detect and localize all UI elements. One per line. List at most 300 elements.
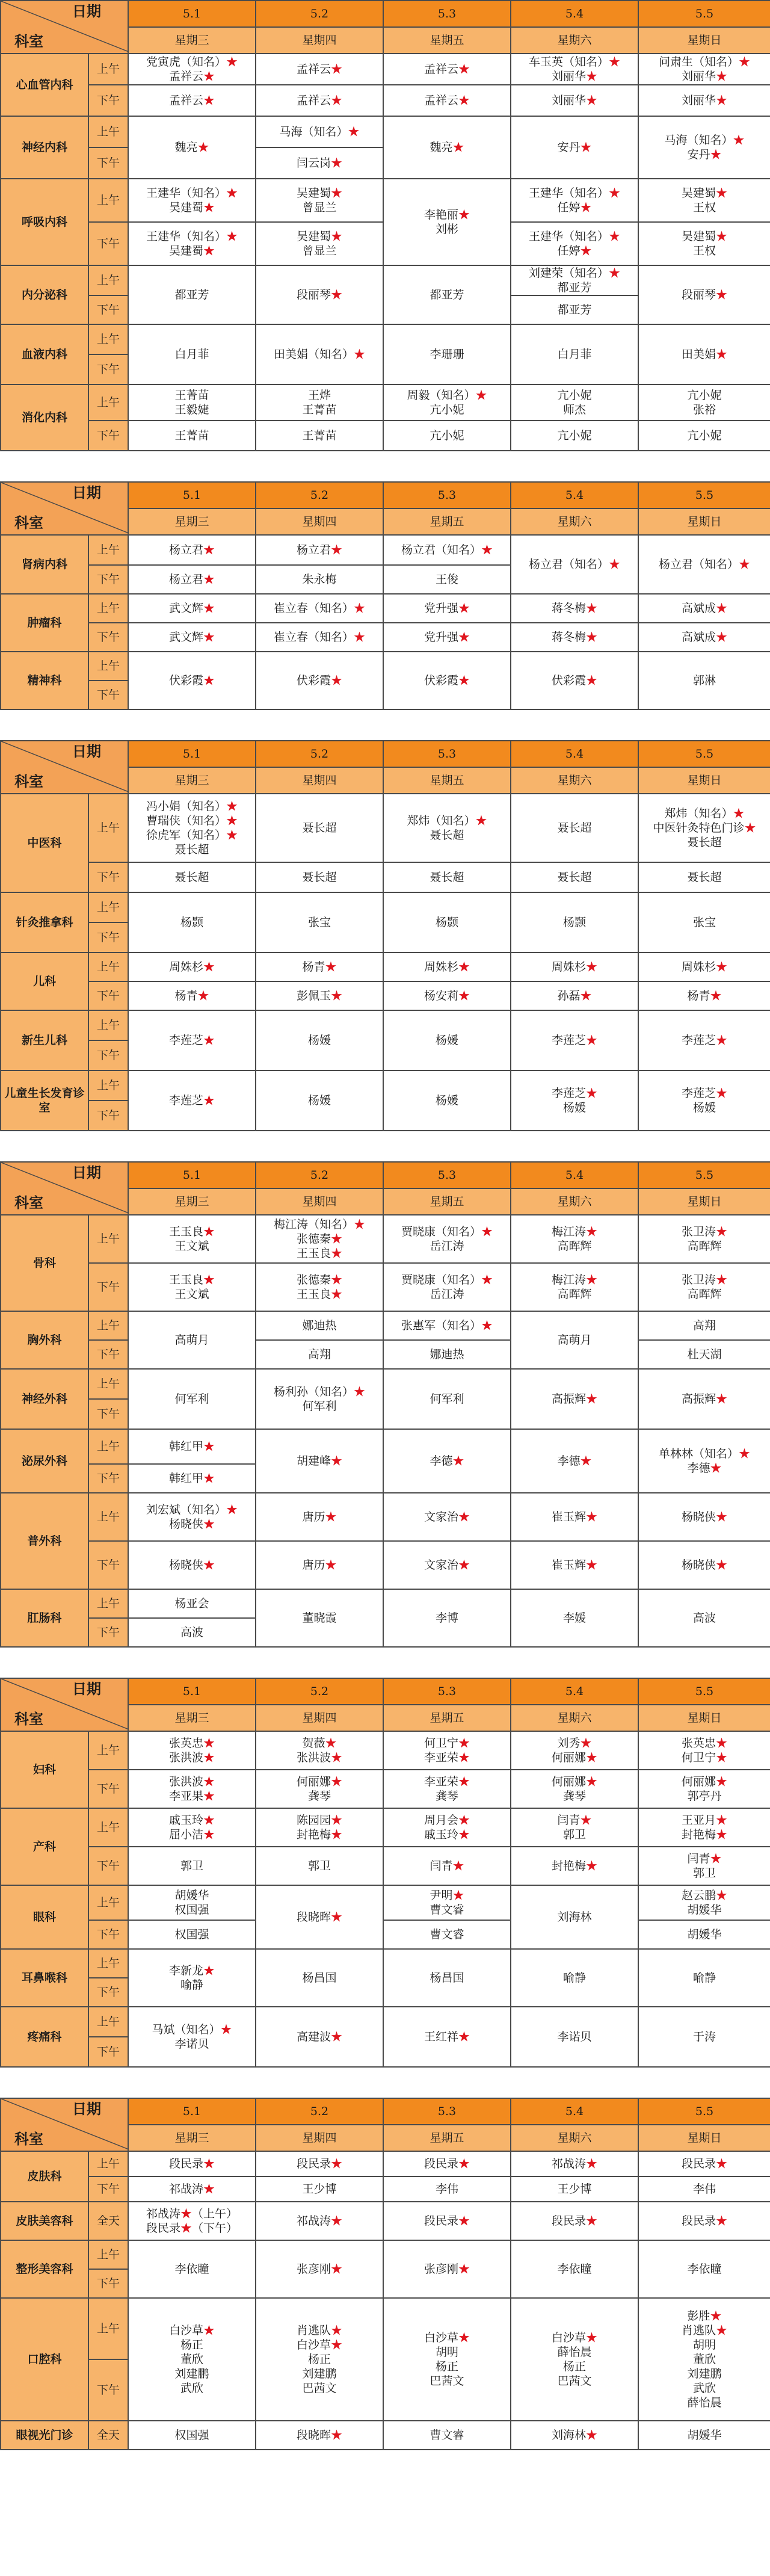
star-icon: ★ [452, 141, 464, 154]
session-cell: 下午 [88, 1464, 128, 1493]
session-cell: 上午 [88, 265, 128, 295]
doctor-name: 李媛 [562, 1611, 586, 1625]
doctor-name: 都亚芳 [430, 288, 464, 301]
doctor-cell [383, 2421, 511, 2450]
doctor-line [256, 125, 383, 139]
doctor-line [129, 960, 255, 974]
doctor-cell [383, 1263, 511, 1311]
doctor-name: 戚玉玲 [424, 1828, 458, 1841]
doctor-cell [383, 1070, 511, 1131]
doctor-line [511, 1239, 638, 1253]
star-icon: ★ [710, 1462, 722, 1475]
doctor-line [384, 1033, 510, 1048]
doctor-line [256, 186, 383, 200]
schedule-row [1, 1429, 770, 1464]
doctor-cell [511, 2202, 638, 2240]
doctor-line [511, 1910, 638, 1924]
doctor-line [256, 673, 383, 688]
session-cell: 上午 [88, 1589, 128, 1618]
star-icon: ★ [203, 631, 215, 644]
doctor-cell [638, 1541, 770, 1589]
header-date-label: 日期 [72, 484, 101, 501]
doctor-line [511, 1750, 638, 1765]
doctor-line [511, 93, 638, 108]
department-cell: 皮肤美容科 [1, 2202, 88, 2240]
doctor-cell [256, 1340, 383, 1369]
doctor-name: 巴茜文 [302, 2382, 337, 2395]
doctor-name: 董欣 [180, 2353, 203, 2366]
department-cell: 眼科 [1, 1885, 88, 1949]
doctor-name: 喻静 [562, 1971, 586, 1985]
doctor-name: 郑炜（知名） [664, 807, 733, 820]
star-icon: ★ [580, 244, 592, 258]
doctor-name: 孟祥云 [424, 63, 458, 76]
doctor-name: 高晖辉 [557, 1288, 592, 1301]
doctor-line [256, 2214, 383, 2228]
department-cell: 肛肠科 [1, 1589, 88, 1647]
doctor-cell [256, 222, 383, 265]
doctor-line [511, 1273, 638, 1287]
session-cell: 下午 [88, 1847, 128, 1885]
star-icon: ★ [586, 1273, 598, 1286]
doctor-cell [128, 1618, 256, 1647]
doctor-line [639, 989, 770, 1003]
star-icon: ★ [458, 2030, 470, 2043]
doctor-name: 吴建蜀 [168, 244, 203, 258]
doctor-name: 肖逃队 [681, 2324, 716, 2337]
doctor-name: 聂长超 [302, 871, 337, 884]
doctor-name: 杨晓侠 [681, 1510, 716, 1524]
doctor-cell [128, 1541, 256, 1589]
doctor-cell [256, 1263, 383, 1311]
doctor-cell [128, 1589, 256, 1618]
doctor-name: 刘海林 [557, 1910, 592, 1924]
date-cell: 5.5 [638, 1162, 770, 1188]
doctor-line [129, 1471, 255, 1486]
doctor-line [129, 1558, 255, 1572]
doctor-name: 梅江涛 [551, 1225, 586, 1238]
star-icon: ★ [354, 348, 366, 361]
date-cell: 5.3 [383, 741, 511, 767]
doctor-line [129, 1736, 255, 1750]
header-dept-label: 科室 [14, 1710, 43, 1728]
doctor-name: 段民录 [296, 2157, 331, 2170]
star-icon: ★ [354, 631, 366, 644]
star-icon: ★ [716, 960, 728, 974]
department-cell: 泌尿外科 [1, 1429, 88, 1493]
doctor-line [129, 186, 255, 200]
doctor-line [639, 1852, 770, 1866]
doctor-name: 胡媛华 [174, 1889, 209, 1902]
doctor-name: 伏彩霞 [551, 674, 586, 687]
star-icon: ★ [481, 1273, 493, 1286]
star-icon: ★ [203, 1225, 215, 1238]
schedule-row [1, 179, 770, 222]
doctor-name: 杨立君 [296, 543, 331, 557]
star-icon: ★ [331, 94, 343, 107]
doctor-line [384, 960, 510, 974]
header-corner [1, 482, 128, 535]
doctor-line [256, 1827, 383, 1842]
doctor-name: 杨晓侠 [681, 1558, 716, 1572]
doctor-line [256, 630, 383, 644]
doctor-cell [638, 1589, 770, 1647]
department-cell: 心血管内科 [1, 54, 88, 116]
schedule-section [0, 0, 770, 481]
doctor-line [384, 630, 510, 644]
header-dept-label: 科室 [14, 1194, 43, 1211]
doctor-cell [511, 324, 638, 385]
session-cell: 上午 [88, 2151, 128, 2176]
doctor-cell [256, 1949, 383, 2007]
doctor-cell [256, 2202, 383, 2240]
schedule-row [1, 324, 770, 354]
doctor-line [256, 1813, 383, 1827]
weekday-cell: 星期日 [638, 1188, 770, 1215]
session-cell: 下午 [88, 222, 128, 265]
doctor-name: 封艳梅 [296, 1828, 331, 1841]
doctor-line [639, 1101, 770, 1115]
date-cell: 5.4 [511, 1, 638, 27]
doctor-name: 王玉良 [296, 1288, 331, 1301]
schedule-row [1, 2007, 770, 2037]
doctor-cell [128, 652, 256, 709]
doctor-name: 张洪波 [296, 1751, 331, 1764]
doctor-name: 杨媛 [562, 1101, 586, 1114]
doctor-line [256, 1510, 383, 1524]
doctor-cell [128, 385, 256, 421]
doctor-cell [638, 2240, 770, 2298]
schedule-row [1, 1070, 770, 1101]
doctor-cell [511, 116, 638, 179]
doctor-name: 伏彩霞 [168, 674, 203, 687]
star-icon: ★ [226, 230, 238, 243]
header-date-row [1, 1, 770, 27]
doctor-line [384, 2428, 510, 2442]
department-cell: 整形美容科 [1, 2240, 88, 2298]
doctor-line [129, 2367, 255, 2381]
doctor-line [384, 428, 510, 443]
doctor-name: 李亚果 [168, 1790, 203, 1803]
doctor-name: 孟祥云 [168, 70, 203, 83]
doctor-cell [256, 147, 383, 179]
doctor-cell [511, 85, 638, 116]
doctor-name: 贾晓康（知名） [401, 1225, 481, 1238]
star-icon: ★ [586, 1392, 598, 1406]
doctor-line [256, 1611, 383, 1625]
header-dept-label: 科室 [14, 773, 43, 790]
doctor-cell [128, 2421, 256, 2450]
doctor-name: 杨晓侠 [168, 1518, 203, 1531]
doctor-cell [638, 54, 770, 85]
doctor-line [256, 2338, 383, 2352]
doctor-name: 闫青 [430, 1859, 453, 1873]
date-cell: 5.1 [128, 482, 256, 508]
star-icon: ★ [586, 1034, 598, 1047]
session-cell: 上午 [88, 1808, 128, 1847]
weekday-cell: 星期四 [256, 1188, 383, 1215]
star-icon: ★ [586, 631, 598, 644]
doctor-name: 龚琴 [435, 1790, 458, 1803]
doctor-name: 张裕 [692, 403, 716, 416]
doctor-name: 杨媛 [435, 1094, 458, 1107]
doctor-line [639, 915, 770, 930]
doctor-name: 高振辉 [681, 1392, 716, 1406]
doctor-line [129, 403, 255, 417]
doctor-cell [511, 421, 638, 451]
doctor-cell [638, 892, 770, 953]
star-icon: ★ [331, 2324, 343, 2337]
doctor-line [639, 2352, 770, 2367]
doctor-cell [511, 295, 638, 324]
doctor-name: 李莲芝 [551, 1087, 586, 1100]
doctor-cell [256, 623, 383, 652]
session-note: （上午） [192, 2207, 238, 2220]
doctor-line [256, 1910, 383, 1924]
doctor-name: 张宝 [692, 916, 716, 929]
doctor-line [384, 2262, 510, 2276]
date-cell: 5.4 [511, 741, 638, 767]
star-icon: ★ [226, 1503, 238, 1516]
doctor-line [129, 1333, 255, 1347]
doctor-line [129, 2323, 255, 2338]
doctor-name: 曹文睿 [430, 1928, 464, 1941]
doctor-cell [256, 179, 383, 222]
header-corner [1, 1162, 128, 1215]
doctor-cell [511, 862, 638, 892]
star-icon: ★ [716, 631, 728, 644]
doctor-cell [638, 1215, 770, 1263]
doctor-line [129, 2428, 255, 2442]
header-corner [1, 1, 128, 54]
schedule-row [1, 1263, 770, 1311]
doctor-cell [256, 1885, 383, 1949]
star-icon: ★ [716, 348, 728, 361]
doctor-name: 王文斌 [174, 1240, 209, 1253]
doctor-line [256, 1736, 383, 1750]
doctor-line [511, 1225, 638, 1239]
weekday-cell: 星期六 [511, 508, 638, 535]
doctor-line [639, 1611, 770, 1625]
session-cell: 上午 [88, 116, 128, 147]
schedule-row [1, 1369, 770, 1399]
doctor-line [129, 842, 255, 857]
date-cell: 5.3 [383, 2098, 511, 2125]
doctor-cell [256, 1010, 383, 1070]
doctor-line [384, 403, 510, 417]
doctor-name: 权国强 [174, 1928, 209, 1941]
doctor-line [384, 543, 510, 557]
doctor-line [639, 1447, 770, 1461]
doctor-line [384, 1287, 510, 1302]
star-icon: ★ [458, 208, 470, 221]
doctor-cell [638, 981, 770, 1010]
doctor-line [639, 1318, 770, 1333]
doctor-name: 杨立君（知名） [401, 543, 481, 557]
doctor-line [384, 1510, 510, 1524]
doctor-line [129, 93, 255, 108]
doctor-cell [638, 1770, 770, 1808]
doctor-name: 于涛 [692, 2030, 716, 2043]
doctor-cell [256, 652, 383, 709]
doctor-cell [383, 862, 511, 892]
doctor-name: 武欣 [692, 2382, 716, 2395]
department-cell: 神经内科 [1, 116, 88, 179]
doctor-name: 刘丽华 [681, 70, 716, 83]
doctor-cell [638, 535, 770, 594]
star-icon: ★ [203, 1828, 215, 1841]
doctor-line [129, 2338, 255, 2352]
star-icon: ★ [325, 960, 337, 974]
doctor-line [511, 960, 638, 974]
schedule-row [1, 1949, 770, 1978]
doctor-cell [383, 623, 511, 652]
date-cell: 5.2 [256, 741, 383, 767]
doctor-name: 党升强 [424, 631, 458, 644]
doctor-cell [128, 1010, 256, 1070]
doctor-line [384, 1558, 510, 1572]
doctor-name: 权国强 [174, 1903, 209, 1917]
weekday-cell: 星期六 [511, 27, 638, 54]
doctor-line [129, 1287, 255, 1302]
doctor-name: 屈小洁 [168, 1828, 203, 1841]
star-icon: ★ [716, 1828, 728, 1841]
doctor-cell [256, 1770, 383, 1808]
doctor-line [639, 2030, 770, 2044]
star-icon: ★ [716, 230, 728, 243]
doctor-cell [383, 565, 511, 594]
doctor-name: 彭佩玉 [296, 989, 331, 1002]
doctor-name: 段民录 [681, 2214, 716, 2228]
weekday-cell: 星期日 [638, 767, 770, 794]
session-cell: 下午 [88, 1340, 128, 1369]
doctor-line [129, 229, 255, 244]
star-icon: ★ [331, 1910, 343, 1924]
doctor-cell [638, 1493, 770, 1541]
doctor-cell [256, 981, 383, 1010]
doctor-cell [383, 1215, 511, 1263]
doctor-name: 王玉良 [168, 1225, 203, 1238]
date-cell: 5.4 [511, 1162, 638, 1188]
doctor-cell [511, 222, 638, 265]
doctor-name: 闫青 [557, 1814, 581, 1827]
star-icon: ★ [203, 2157, 215, 2170]
header-date-row [1, 2098, 770, 2125]
star-icon: ★ [580, 989, 592, 1002]
schedule-row [1, 1541, 770, 1589]
doctor-line [384, 1813, 510, 1827]
doctor-name: 贺薇 [302, 1737, 325, 1750]
doctor-cell [128, 324, 256, 385]
doctor-name: 祁战涛 [168, 2182, 203, 2196]
doctor-cell [256, 1429, 383, 1493]
doctor-cell [511, 981, 638, 1010]
doctor-line [511, 1510, 638, 1524]
doctor-line [129, 915, 255, 930]
doctor-line [639, 1750, 770, 1765]
doctor-name: 崔立春（知名） [273, 631, 354, 644]
doctor-name: 杨亚会 [174, 1597, 209, 1610]
date-cell: 5.2 [256, 2098, 383, 2125]
doctor-name: 梅江涛 [551, 1273, 586, 1286]
doctor-name: 刘建荣（知名） [528, 267, 609, 280]
star-icon: ★ [203, 1472, 215, 1485]
star-icon: ★ [458, 1510, 470, 1524]
doctor-cell [256, 1847, 383, 1885]
doctor-line [511, 821, 638, 835]
date-cell: 5.3 [383, 1, 511, 27]
doctor-name: 朱永梅 [302, 573, 337, 586]
doctor-cell [383, 1311, 511, 1340]
star-icon: ★ [609, 230, 621, 243]
star-icon: ★ [586, 960, 598, 974]
star-icon: ★ [458, 989, 470, 1002]
star-icon: ★ [203, 602, 215, 615]
doctor-name: 车玉英（知名） [528, 55, 609, 69]
doctor-cell [638, 1369, 770, 1429]
doctor-name: 郭卫 [692, 1867, 716, 1880]
star-icon: ★ [331, 1454, 343, 1468]
doctor-line [639, 821, 770, 835]
doctor-name: 杨正 [562, 2360, 586, 2373]
doctor-name: 贾晓康（知名） [401, 1273, 481, 1286]
doctor-line [511, 2428, 638, 2442]
doctor-name: 张英忠 [681, 1737, 716, 1750]
session-cell: 下午 [88, 1920, 128, 1949]
star-icon: ★ [331, 187, 343, 200]
session-cell: 上午 [88, 1731, 128, 1770]
doctor-line [639, 69, 770, 84]
doctor-line [384, 1789, 510, 1803]
doctor-cell [638, 179, 770, 222]
doctor-name: 杨媛 [435, 1034, 458, 1047]
doctor-name: 张洪波 [168, 1751, 203, 1764]
doctor-name: 王俊 [435, 573, 458, 586]
star-icon: ★ [226, 187, 238, 200]
doctor-name: 王权 [692, 201, 716, 214]
doctor-name: 中医针灸特色门诊 [653, 821, 745, 835]
doctor-cell [638, 265, 770, 324]
session-cell: 下午 [88, 1978, 128, 2007]
star-icon: ★ [580, 201, 592, 214]
doctor-name: 何丽娜 [296, 1775, 331, 1788]
schedule-row [1, 2176, 770, 2202]
doctor-name: 郭卫 [562, 1828, 586, 1841]
doctor-line [384, 2374, 510, 2388]
doctor-name: 李依瞳 [687, 2262, 722, 2276]
doctor-line [384, 1888, 510, 1903]
doctor-cell [256, 1731, 383, 1770]
doctor-line [129, 388, 255, 403]
doctor-line [511, 870, 638, 885]
doctor-line [384, 2214, 510, 2228]
doctor-line [256, 244, 383, 258]
weekday-cell: 星期五 [383, 1705, 511, 1731]
doctor-cell [256, 2298, 383, 2421]
star-icon: ★ [716, 2157, 728, 2170]
doctor-cell [128, 1311, 256, 1369]
doctor-line [511, 2330, 638, 2345]
doctor-line [511, 229, 638, 244]
doctor-name: 都亚芳 [557, 281, 592, 294]
doctor-line [511, 2030, 638, 2044]
doctor-name: 胡明 [692, 2338, 716, 2352]
doctor-name: 韩红甲 [168, 1472, 203, 1485]
star-icon: ★ [226, 829, 238, 842]
doctor-line [511, 266, 638, 280]
doctor-line [511, 2214, 638, 2228]
date-cell: 5.2 [256, 482, 383, 508]
